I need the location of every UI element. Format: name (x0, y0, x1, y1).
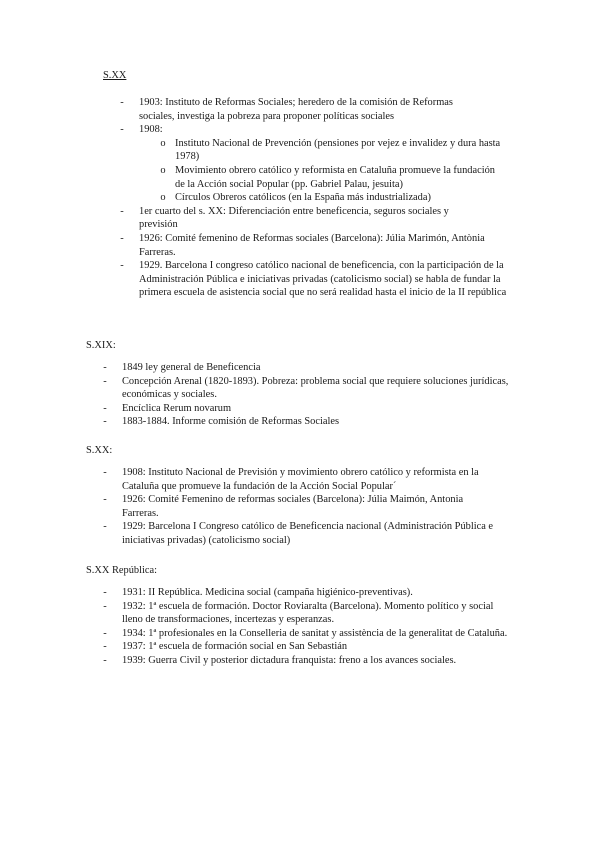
dash-marker: - (103, 587, 107, 598)
section-heading: S.XX (103, 70, 127, 81)
list-item-text: 1er cuarto del s. XX: Diferenciación entre beneficencia, seguros sociales y previsión (139, 205, 449, 231)
bullet-list (0, 361, 512, 429)
dash-marker: - (103, 600, 107, 612)
list-item-text: 1937: 1ª escuela de formación social en San Sebastián (122, 641, 348, 653)
list-item (0, 361, 512, 375)
section-heading: S.XX República: (86, 565, 157, 576)
circle-marker: o (160, 192, 166, 204)
list-item (0, 123, 517, 205)
bullet-list (0, 586, 517, 668)
list-item (0, 493, 517, 520)
list-item (0, 654, 517, 668)
list-item (0, 520, 517, 547)
sub-list-item (0, 164, 517, 191)
list-item (0, 402, 512, 416)
sub-list (0, 137, 517, 205)
list-item (0, 640, 517, 654)
dash-marker: - (103, 641, 107, 653)
dash-marker: - (120, 260, 124, 272)
list-item (0, 466, 517, 493)
list-item-text: 1908: Instituto Nacional de Previsión y movimiento obrero católico y reformista en la Cataluña que promueve la fundación de la Acción Social Popular´ (122, 467, 479, 492)
sub-item-text: Instituto Nacional de Prevención (pensiones por vejez e invalidez y dura hasta 1978) (175, 137, 501, 163)
dash-marker: - (120, 232, 124, 244)
list-item-text: Encíclica Rerum novarum (122, 402, 232, 414)
list-item-text: 1932: 1ª escuela de formación. Doctor Roviaralta (Barcelona). Momento político y social lleno de transformaciones, incertezas y esperanzas. (122, 600, 494, 626)
list-item (0, 627, 517, 641)
dash-marker: - (103, 654, 107, 666)
dash-marker: - (103, 375, 107, 387)
dash-marker: - (120, 205, 124, 217)
dash-marker: - (120, 124, 124, 136)
list-item (0, 586, 517, 600)
sub-list-item (0, 191, 517, 205)
list-item (0, 232, 517, 259)
sub-item-text: Círculos Obreros católicos (en la España más industrializada) (175, 192, 431, 204)
dash-marker: - (103, 627, 107, 639)
list-item-text: 1908: (139, 124, 163, 136)
bullet-list (0, 466, 517, 548)
list-item-text: 1931: II República. Medicina social (campaña higiénico-preventivas). (122, 587, 413, 598)
dash-marker: - (120, 97, 124, 108)
section-heading: S.XIX: (86, 340, 116, 351)
list-item-text: Concepción Arenal (1820-1893). Pobreza: problema social que requiere soluciones jurídicas, económicas y sociales. (122, 375, 509, 401)
list-item-text: 1926: Comité Femenino de reformas sociales (Barcelona): Júlia Maimón, Antonia Farreras. (122, 494, 464, 519)
list-item-text: 1939: Guerra Civil y posterior dictadura franquista: freno a los avances sociales. (122, 654, 457, 666)
list-item-text: 1929: Barcelona I Congreso católico de Beneficencia nacional (Administración Pública e iniciativas privadas) (catolicismo social) (122, 521, 494, 546)
list-item (0, 96, 517, 123)
dash-marker: - (103, 402, 107, 414)
list-item-text: 1903: Instituto de Reformas Sociales; heredero de la comisión de Reformas sociales, investiga la pobreza para proponer políticas sociales (139, 97, 453, 122)
dash-marker: - (103, 416, 107, 428)
circle-marker: o (160, 164, 166, 176)
list-item-text: 1934: 1ª profesionales en la Conselleria de sanitat y assistència de la generalitat de Cataluña. (122, 627, 508, 639)
list-item (0, 415, 512, 429)
list-item-text: 1926: Comité femenino de Reformas sociales (Barcelona): Júlia Marimón, Antònia Farreras. (139, 232, 485, 258)
list-item-text: 1849 ley general de Beneficencia (122, 362, 261, 373)
list-item-text: 1929. Barcelona I congreso católico nacional de beneficencia, con la participación de la Administración Pública e iniciativas privadas (catolicismo social) se habla de fundar la primera escuela de asistencia social que no será realidad hasta el inicio de la II república (139, 260, 507, 299)
sub-list-item (0, 137, 517, 164)
list-item (0, 205, 517, 232)
list-item (0, 259, 517, 300)
dash-marker: - (103, 362, 107, 373)
bullet-list (0, 96, 517, 300)
section-heading: S.XX: (86, 445, 113, 456)
dash-marker: - (103, 467, 107, 478)
list-item-text: 1883-1884. Informe comisión de Reformas Sociales (122, 416, 340, 428)
sub-item-text: Movimiento obrero católico y reformista en Cataluña promueve la fundación de la Acción social Popular (pp. Gabriel Palau, jesuita) (175, 164, 495, 190)
list-item (0, 600, 517, 627)
list-item (0, 375, 512, 402)
circle-marker: o (160, 137, 166, 149)
dash-marker: - (103, 521, 107, 533)
dash-marker: - (103, 494, 107, 506)
